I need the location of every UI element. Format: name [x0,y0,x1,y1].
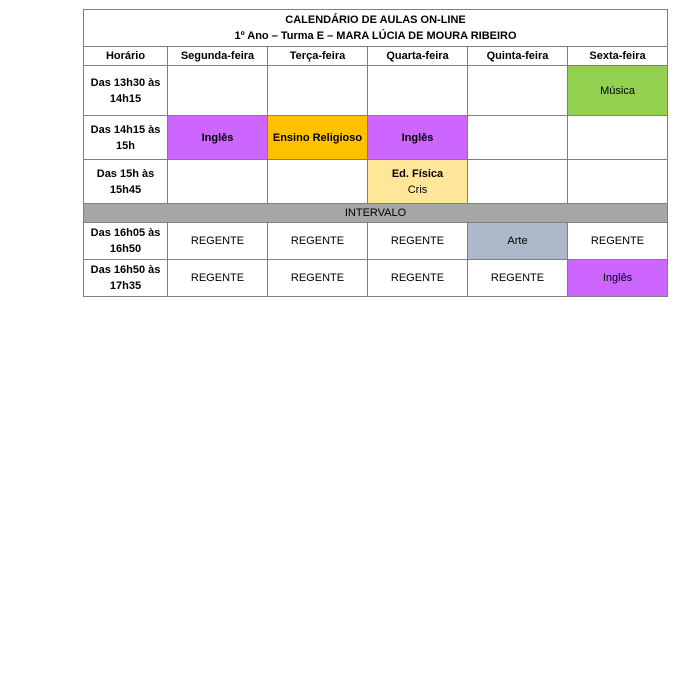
title-line-2: 1º Ano – Turma E – MARA LÚCIA DE MOURA RIBEIRO [234,30,517,42]
time-cell [84,160,168,204]
table-title [84,10,668,47]
class-label: Arte [507,235,528,247]
class-cell [468,260,568,297]
class-label: REGENTE [390,272,445,284]
teacher-name: Cris [407,183,428,196]
time-end: 15h45 [109,183,142,196]
class-label: Inglês [602,272,633,284]
class-cell [268,66,368,116]
header-horario: Horário [84,47,168,66]
table-row [84,66,668,116]
title-row [84,10,668,47]
class-cell [168,223,268,260]
class-label: REGENTE [190,272,245,284]
class-label: REGENTE [290,272,345,284]
time-cell [84,66,168,116]
time-end: 16h50 [109,243,142,255]
class-cell [368,223,468,260]
class-cell [268,223,368,260]
time-start: Das 13h30 às [90,76,161,89]
time-cell [84,116,168,160]
class-cell [468,160,568,204]
time-cell [84,260,168,297]
class-label: REGENTE [290,235,345,247]
class-cell [368,66,468,116]
time-start: Das 16h50 às [90,264,161,276]
title-line-1: CALENDÁRIO DE AULAS ON-LINE [285,14,466,26]
class-cell [368,160,468,204]
class-cell [568,160,668,204]
class-cell [468,223,568,260]
header-terca: Terça-feira [268,47,368,66]
class-cell [368,260,468,297]
time-end: 14h15 [109,92,142,105]
class-label: Música [600,84,635,97]
class-label: Inglês [201,131,234,144]
table-row [84,260,668,297]
time-start: Das 16h05 às [90,227,161,239]
class-cell [568,260,668,297]
time-start: Das 14h15 às [90,123,161,136]
header-quarta: Quarta-feira [368,47,468,66]
class-label: Ed. Física [391,167,444,180]
class-label: Inglês [401,131,434,144]
class-cell [568,116,668,160]
class-cell [268,160,368,204]
class-cell [168,160,268,204]
class-cell [268,260,368,297]
class-label: REGENTE [190,235,245,247]
header-row [84,47,668,66]
table-row [84,160,668,204]
header-quinta: Quinta-feira [468,47,568,66]
class-cell [168,66,268,116]
table-row [84,116,668,160]
class-cell [368,116,468,160]
class-cell [468,116,568,160]
class-label: REGENTE [490,272,545,284]
class-cell [168,260,268,297]
class-label: REGENTE [590,235,645,247]
time-end: 15h [116,139,135,152]
table-row [84,223,668,260]
class-cell [168,116,268,160]
interval-row [84,204,668,223]
class-cell [468,66,568,116]
header-sexta: Sexta-feira [568,47,668,66]
class-label: REGENTE [390,235,445,247]
time-start: Das 15h às [96,167,155,180]
class-cell [568,66,668,116]
class-cell [568,223,668,260]
time-cell [84,223,168,260]
header-segunda: Segunda-feira [168,47,268,66]
class-schedule-table [83,9,668,297]
time-end: 17h35 [109,280,142,292]
class-label: Ensino Religioso [272,131,363,144]
class-cell [268,116,368,160]
interval-label: INTERVALO [84,204,668,223]
